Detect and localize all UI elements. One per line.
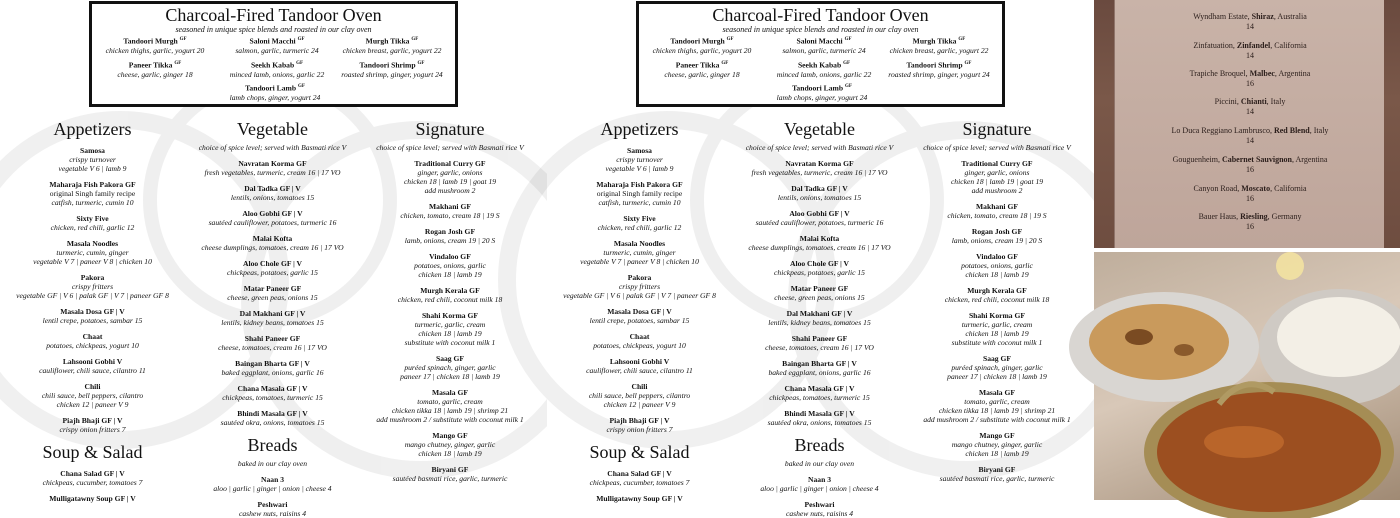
menu-item: Shahi Korma GF turmeric, garlic, cream chicken 18 | lamb 19 substitute with coconut milk 1 — [951, 311, 1043, 347]
menu-item: Vindaloo GF potatoes, onions, garlic chicken 18 | lamb 19 — [961, 252, 1033, 279]
appetizers-title: Appetizers — [600, 119, 679, 139]
menu-item: Dal Tadka GF | V lentils, onions, tomatoes 15 — [230, 184, 315, 202]
tandoor-subtitle: seasoned in unique spice blends and roasted in our clay oven — [175, 25, 372, 34]
menu-item: Malai Kofta cheese dumplings, tomatoes, cream 16 | 17 VO — [201, 234, 344, 252]
menu-item: Chana Salad GF | V chickpeas, cucumber, tomatoes 7 — [589, 469, 690, 487]
wine-item: Bauer Haus, Riesling, Germany 16 — [1198, 212, 1302, 231]
menu-item: Masala GF tomato, garlic, cream chicken tikka 18 | lamb 19 | shrimp 21 add mushroom 2 / substitute with coconut milk 1 — [923, 388, 1071, 424]
menu-item: Peshwari cashew nuts, raisins 4 — [785, 500, 854, 518]
basmati-rice — [1277, 297, 1400, 377]
wine-item: Wyndham Estate, Shiraz, Australia 14 — [1193, 12, 1307, 31]
menu-item: Biryani GF sautéed basmati rice, garlic, turmeric — [392, 465, 508, 483]
menu-item: Mango GF mango chutney, ginger, garlic chicken 18 | lamb 19 — [951, 431, 1043, 458]
menu-item: Sixty Five chicken, red chili, garlic 12 — [50, 214, 135, 232]
tandoor-item: Saloni Macchi $^{GF}$ salmon, garlic, turmeric 24 — [782, 36, 866, 55]
wine-item: Piccini, Chianti, Italy 14 — [1214, 97, 1286, 116]
menu-panel-right — [547, 0, 1094, 518]
menu-item: Biryani GF sautéed basmati rice, garlic, turmeric — [939, 465, 1055, 483]
menu-item: Saag GF puréed spinach, ginger, garlic paneer 17 | chicken 18 | lamb 19 — [947, 354, 1047, 381]
menu-item: Chana Salad GF | V chickpeas, cucumber, tomatoes 7 — [42, 469, 143, 487]
menu-item: Shahi Paneer GF cheese, tomatoes, cream 16 | 17 VO — [765, 334, 874, 352]
menu-item: Piajh Bhaji GF | V crispy onion fritters 7 — [59, 416, 126, 434]
menu-item: Aloo Chole GF | V chickpeas, potatoes, garlic 15 — [227, 259, 318, 277]
vegetable-column — [185, 119, 360, 518]
menu-item: Dal Makhani GF | V lentils, kidney beans, tomatoes 15 — [768, 309, 871, 327]
tandoor-section — [636, 1, 1005, 107]
menu-item: Masala Noodles turmeric, cumin, ginger vegetable V 7 | paneer V 8 | chicken 10 — [33, 239, 152, 266]
signature-note: choice of spice level; served with Basmati rice V — [923, 143, 1071, 152]
menu-item: Dal Tadka GF | V lentils, onions, tomatoes 15 — [777, 184, 862, 202]
soup-salad-title: Soup & Salad — [42, 442, 143, 462]
breads-note: baked in our clay oven — [237, 459, 308, 468]
menu-item: Aloo Chole GF | V chickpeas, potatoes, garlic 15 — [774, 259, 865, 277]
menu-item: Navratan Korma GF fresh vegetables, turmeric, cream 16 | 17 VO — [204, 159, 341, 177]
wine-item: Gouguenheim, Cabernet Sauvignon, Argentina 16 — [1172, 155, 1328, 174]
tandoor-item: Tandoori Shrimp $^{GF}$ roasted shrimp, ginger, yogurt 24 — [888, 60, 990, 79]
menu-item: Mulligatawny Soup GF | V — [596, 494, 683, 503]
naan-bread — [1089, 304, 1229, 380]
menu-item: Saag GF puréed spinach, ginger, garlic paneer 17 | chicken 18 | lamb 19 — [400, 354, 500, 381]
menu-item: Aloo Gobhi GF | V sautéed cauliflower, potatoes, turmeric 16 — [755, 209, 884, 227]
menu-item: Masala GF tomato, garlic, cream chicken tikka 18 | lamb 19 | shrimp 21 add mushroom 2 / substitute with coconut milk 1 — [376, 388, 524, 424]
menu-item: Lahsooni Gobhi V cauliflower, chili sauce, cilantro 11 — [39, 357, 146, 375]
menu-item: Traditional Curry GF ginger, garlic, onions chicken 18 | lamb 19 | goat 19 add mushroom 2 — [403, 159, 497, 195]
tandoor-section — [89, 1, 458, 107]
menu-item: Rogan Josh GF lamb, onions, cream 19 | 20 S — [404, 227, 496, 245]
menu-item: Masala Dosa GF | V lentil crepe, potatoes, sambar 15 — [42, 307, 143, 325]
menu-item: Chana Masala GF | V chickpeas, tomatoes, turmeric 15 — [769, 384, 870, 402]
signature-title: Signature — [962, 119, 1032, 139]
menu-item: Shahi Korma GF turmeric, garlic, cream chicken 18 | lamb 19 substitute with coconut milk 1 — [404, 311, 496, 347]
menu-item: Masala Dosa GF | V lentil crepe, potatoes, sambar 15 — [589, 307, 690, 325]
wine-list-photo — [1094, 0, 1400, 248]
vegetable-column — [732, 119, 907, 518]
menu-item: Shahi Paneer GF cheese, tomatoes, cream 16 | 17 VO — [218, 334, 327, 352]
menu-item: Matar Paneer GF cheese, green peas, onions 15 — [227, 284, 318, 302]
wine-item: Lo Duca Reggiano Lambrusco, Red Blend, Italy 14 — [1171, 126, 1329, 145]
menu-item: Navratan Korma GF fresh vegetables, turmeric, cream 16 | 17 VO — [751, 159, 888, 177]
appetizers-column — [0, 119, 185, 503]
menu-panel-left — [0, 0, 547, 518]
signature-column — [907, 119, 1087, 483]
menu-item: Vindaloo GF potatoes, onions, garlic chicken 18 | lamb 19 — [414, 252, 486, 279]
vegetable-title: Vegetable — [784, 119, 855, 139]
menu-item: Mango GF mango chutney, ginger, garlic chicken 18 | lamb 19 — [404, 431, 496, 458]
wine-item: Canyon Road, Moscato, California 16 — [1193, 184, 1307, 203]
tandoor-item: Tandoori Shrimp $^{GF}$ roasted shrimp, ginger, yogurt 24 — [341, 60, 443, 79]
tandoor-item: Tandoori Murgh $^{GF}$ chicken thighs, garlic, yogurt 20 — [652, 36, 752, 55]
menu-item: Samosa crispy turnover vegetable V 6 | lamb 9 — [58, 146, 127, 173]
menu-item: Aloo Gobhi GF | V sautéed cauliflower, potatoes, turmeric 16 — [208, 209, 337, 227]
naan-char — [1174, 344, 1194, 356]
menu-item: Murgh Kerala GF chicken, red chili, coconut milk 18 — [944, 286, 1050, 304]
wine-item: Zinfatuation, Zinfandel, California 14 — [1193, 41, 1307, 60]
soup-salad-title: Soup & Salad — [589, 442, 690, 462]
tandoor-item: Tandoori Murgh $^{GF}$ chicken thighs, garlic, yogurt 20 — [105, 36, 205, 55]
wine-item: Trapiche Broquel, Malbec, Argentina 16 — [1189, 69, 1311, 88]
menu-item: Maharaja Fish Pakora GF original Singh family recipe catfish, turmeric, cumin 10 — [596, 180, 683, 207]
menu-item: Malai Kofta cheese dumplings, tomatoes, cream 16 | 17 VO — [748, 234, 891, 252]
menu-item: Bhindi Masala GF | V sautéed okra, onions, tomatoes 15 — [220, 409, 325, 427]
food-illustration — [1094, 252, 1400, 500]
menu-item: Chana Masala GF | V chickpeas, tomatoes, turmeric 15 — [222, 384, 323, 402]
menu-item: Baingan Bharta GF | V baked eggplant, onions, garlic 16 — [768, 359, 871, 377]
appetizers-title: Appetizers — [53, 119, 132, 139]
menu-item: Chaat potatoes, chickpeas, yogurt 10 — [46, 332, 139, 350]
tandoor-item: Tandoori Lamb $^{GF}$ lamb chops, ginger, yogurt 24 — [229, 83, 321, 102]
menu-item: Piajh Bhaji GF | V crispy onion fritters 7 — [606, 416, 673, 434]
tandoor-title: Charcoal-Fired Tandoor Oven — [165, 5, 382, 25]
wine-list-card — [1114, 0, 1384, 248]
menu-item: Traditional Curry GF ginger, garlic, onions chicken 18 | lamb 19 | goat 19 add mushroom 2 — [950, 159, 1044, 195]
breads-title: Breads — [794, 435, 845, 455]
menu-item: Samosa crispy turnover vegetable V 6 | lamb 9 — [605, 146, 674, 173]
vegetable-note: choice of spice level; served with Basmati rice V — [745, 143, 894, 152]
signature-title: Signature — [415, 119, 485, 139]
tandoor-item: Tandoori Lamb $^{GF}$ lamb chops, ginger, yogurt 24 — [776, 83, 868, 102]
menu-item: Dal Makhani GF | V lentils, kidney beans, tomatoes 15 — [221, 309, 324, 327]
menu-item: Pakora crispy fritters vegetable GF | V 6 | palak GF | V 7 | paneer GF 8 — [563, 273, 716, 300]
menu-item: Sixty Five chicken, red chili, garlic 12 — [597, 214, 682, 232]
menu-item: Chaat potatoes, chickpeas, yogurt 10 — [593, 332, 686, 350]
tandoor-item: Saloni Macchi $^{GF}$ salmon, garlic, turmeric 24 — [235, 36, 319, 55]
menu-item: Makhani GF chicken, tomato, cream 18 | 19 S — [400, 202, 500, 220]
tandoor-item: Paneer Tikka $^{GF}$ cheese, garlic, ginger 18 — [664, 60, 740, 79]
tandoor-item: Murgh Tikka $^{GF}$ chicken breast, garlic, yogurt 22 — [342, 36, 442, 55]
breads-note: baked in our clay oven — [784, 459, 855, 468]
menu-item: Makhani GF chicken, tomato, cream 18 | 19 S — [947, 202, 1047, 220]
breads-title: Breads — [247, 435, 298, 455]
menu-item: Naan 3 aloo | garlic | ginger | onion | cheese 4 — [760, 475, 879, 493]
tandoor-item: Seekh Kabab $^{GF}$ minced lamb, onions, garlic 22 — [776, 60, 872, 79]
menu-item: Matar Paneer GF cheese, green peas, onions 15 — [774, 284, 865, 302]
menu-item: Chili chili sauce, bell peppers, cilantro chicken 12 | paneer V 9 — [588, 382, 691, 409]
menu-item: Baingan Bharta GF | V baked eggplant, onions, garlic 16 — [221, 359, 324, 377]
candle-light — [1276, 252, 1304, 280]
menu-item: Bhindi Masala GF | V sautéed okra, onions, tomatoes 15 — [767, 409, 872, 427]
menu-item: Mulligatawny Soup GF | V — [49, 494, 136, 503]
menu-item: Peshwari cashew nuts, raisins 4 — [238, 500, 307, 518]
appetizers-column — [547, 119, 732, 503]
vegetable-title: Vegetable — [237, 119, 308, 139]
tandoor-item: Paneer Tikka $^{GF}$ cheese, garlic, ginger 18 — [117, 60, 193, 79]
menu-item: Masala Noodles turmeric, cumin, ginger vegetable V 7 | paneer V 8 | chicken 10 — [580, 239, 699, 266]
tandoor-title: Charcoal-Fired Tandoor Oven — [712, 5, 929, 25]
tandoor-item: Murgh Tikka $^{GF}$ chicken breast, garlic, yogurt 22 — [889, 36, 989, 55]
menu-item: Chili chili sauce, bell peppers, cilantro chicken 12 | paneer V 9 — [41, 382, 144, 409]
menu-item: Rogan Josh GF lamb, onions, cream 19 | 20 S — [951, 227, 1043, 245]
food-photo — [1094, 252, 1400, 500]
menu-item: Murgh Kerala GF chicken, red chili, coconut milk 18 — [397, 286, 503, 304]
menu-item: Naan 3 aloo | garlic | ginger | onion | cheese 4 — [213, 475, 332, 493]
tandoor-subtitle: seasoned in unique spice blends and roasted in our clay oven — [722, 25, 919, 34]
curry-highlight — [1204, 426, 1284, 458]
vegetable-note: choice of spice level; served with Basmati rice V — [198, 143, 347, 152]
menu-item: Lahsooni Gobhi V cauliflower, chili sauce, cilantro 11 — [586, 357, 693, 375]
naan-char — [1125, 329, 1153, 345]
signature-note: choice of spice level; served with Basmati rice V — [376, 143, 524, 152]
menu-item: Maharaja Fish Pakora GF original Singh family recipe catfish, turmeric, cumin 10 — [49, 180, 136, 207]
tandoor-item: Seekh Kabab $^{GF}$ minced lamb, onions, garlic 22 — [229, 60, 325, 79]
menu-item: Pakora crispy fritters vegetable GF | V 6 | palak GF | V 7 | paneer GF 8 — [16, 273, 169, 300]
